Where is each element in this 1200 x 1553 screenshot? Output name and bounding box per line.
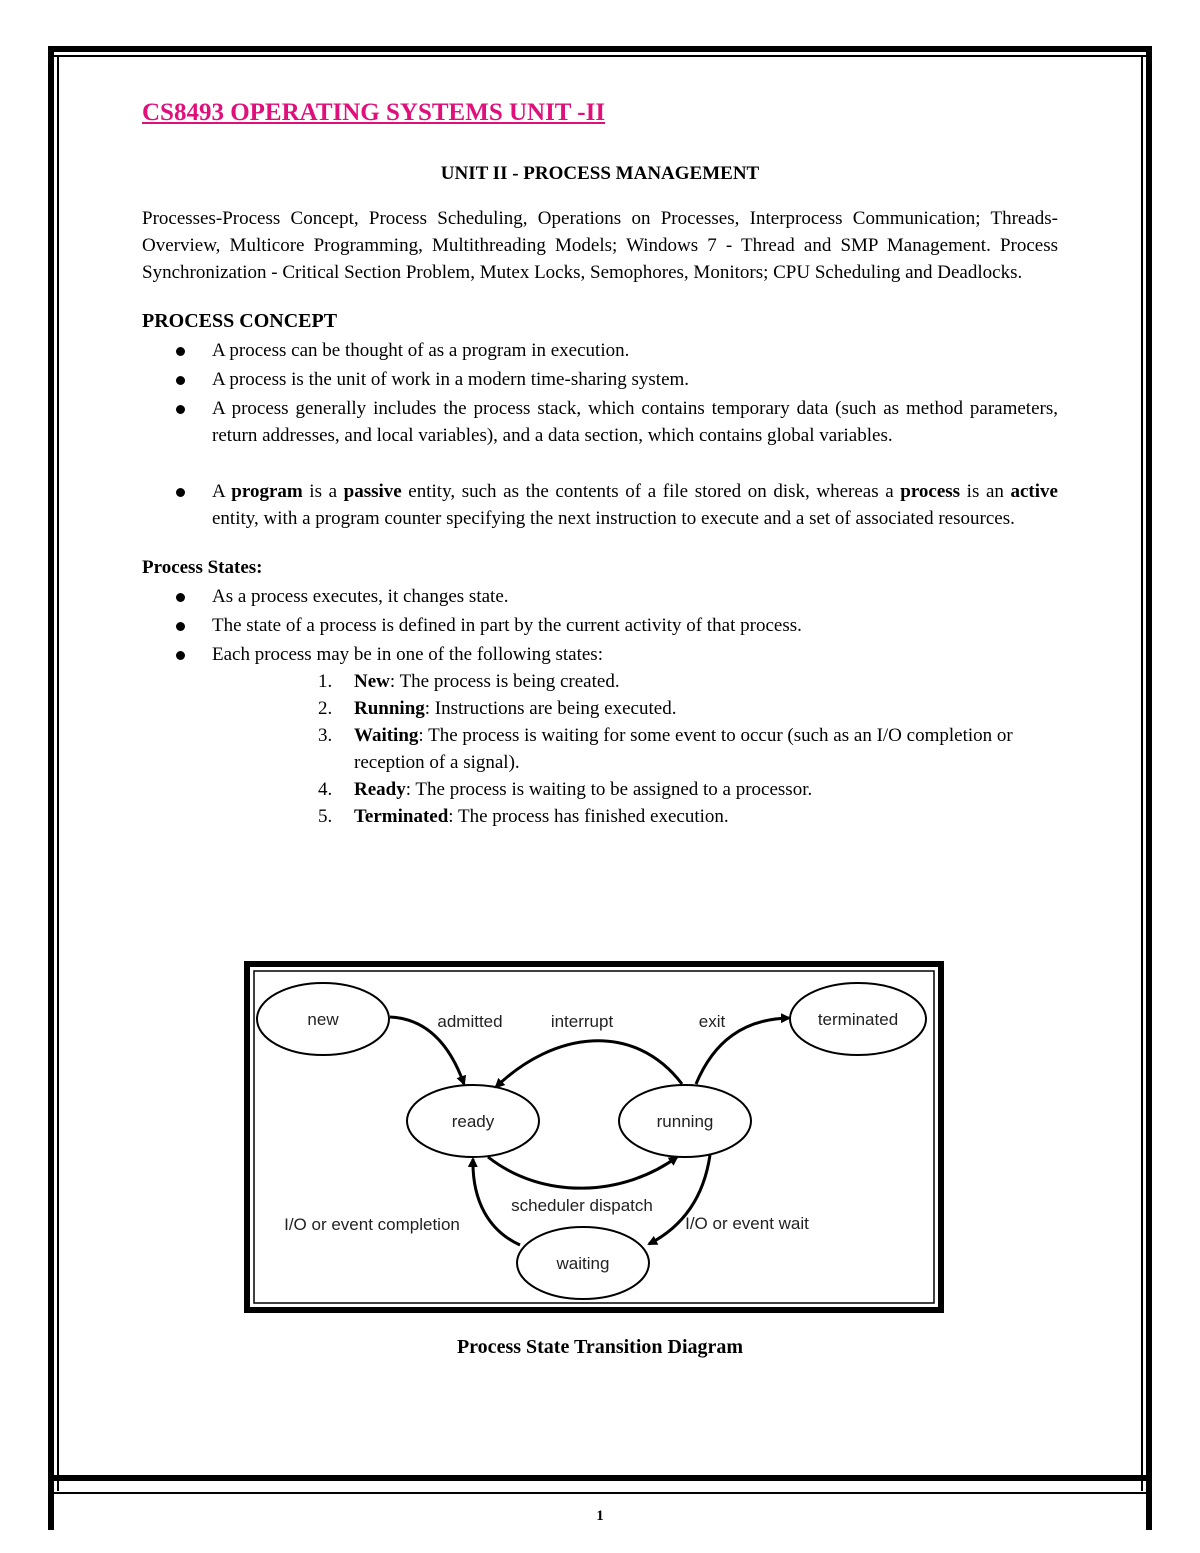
bullet-icon [176,347,185,356]
bullet-icon [176,376,185,385]
process-state-diagram [244,961,944,1313]
process-concept-heading: PROCESS CONCEPT [142,310,338,332]
svg-text:new: new [307,1010,339,1029]
page-content [142,96,1058,830]
state-item-waiting: 3. Waiting: The process is waiting for some event to occur (such as an I/O completion or reception of a signal). [318,725,1013,773]
diagram-caption: Process State Transition Diagram [456,1336,744,1358]
list-item: As a process executes, it changes state. [142,583,1058,610]
list-item: The state of a process is defined in part by the current activity of that process. [142,612,1058,639]
svg-text:waiting: waiting [556,1254,610,1273]
node-new [257,983,389,1055]
process-states-list [142,583,1058,668]
bullet-icon [176,405,185,414]
edge-interrupt [496,1041,682,1087]
process-concept-list [142,337,1058,449]
unit-syllabus: Processes-Process Concept, Process Scheduling, Operations on Processes, Interprocess Communication; Threads- Overview, Multicore Programming, Multithreading Models; Windows 7 - Thread and SMP Management. Process Synchronization - Critical Section Problem, Mutex Locks, Semophores, Monitors; CPU Scheduling and Deadlocks. [142,208,1058,283]
node-terminated [790,983,926,1055]
label-admitted: admitted [437,1012,503,1031]
node-running [619,1085,751,1157]
edge-scheduler-dispatch [488,1157,677,1188]
label-io-wait: I/O or event wait [685,1214,809,1233]
bullet-icon [176,488,185,497]
program-vs-process-list [142,478,1058,532]
node-waiting [517,1227,649,1299]
state-item-new: 1. New: The process is being created. [318,671,620,692]
state-item-ready: 4. Ready: The process is waiting to be assigned to a processor. [318,779,813,800]
label-scheduler-dispatch: scheduler dispatch [511,1196,653,1215]
bullet-icon [176,622,185,631]
state-item-running: 2. Running: Instructions are being executed. [318,698,677,719]
label-interrupt: interrupt [550,1012,614,1031]
list-item: A process is the unit of work in a modern time-sharing system. [142,366,1058,393]
state-item-terminated: 5. Terminated: The process has finished execution. [318,806,729,827]
document-title[interactable]: CS8493 OPERATING SYSTEMS UNIT -II [142,99,606,126]
unit-heading: UNIT II - PROCESS MANAGEMENT [440,163,760,184]
list-item: Each process may be in one of the following states: [142,641,1058,668]
label-io-completion: I/O or event completion [284,1215,460,1234]
bullet-icon [176,651,185,660]
svg-text:running: running [656,1112,714,1131]
label-exit: exit [698,1012,726,1031]
svg-text:terminated: terminated [817,1010,899,1029]
svg-text:ready: ready [451,1112,495,1131]
list-item: A program is a passive entity, such as the contents of a file stored on disk, whereas a process is an active entity, with a program counter specifying the next instruction to execute and a set of associated resources. [142,478,1058,532]
page-number: 1 [596,1508,604,1524]
list-item: A process can be thought of as a program in execution. [142,337,1058,364]
list-item: A process generally includes the process stack, which contains temporary data (such as method parameters, return addresses, and local variables), and a data section, which contains global variables. [142,395,1058,449]
state-definitions [142,668,1058,830]
bullet-icon [176,593,185,602]
node-ready [407,1085,539,1157]
process-states-heading: Process States: [142,557,263,578]
